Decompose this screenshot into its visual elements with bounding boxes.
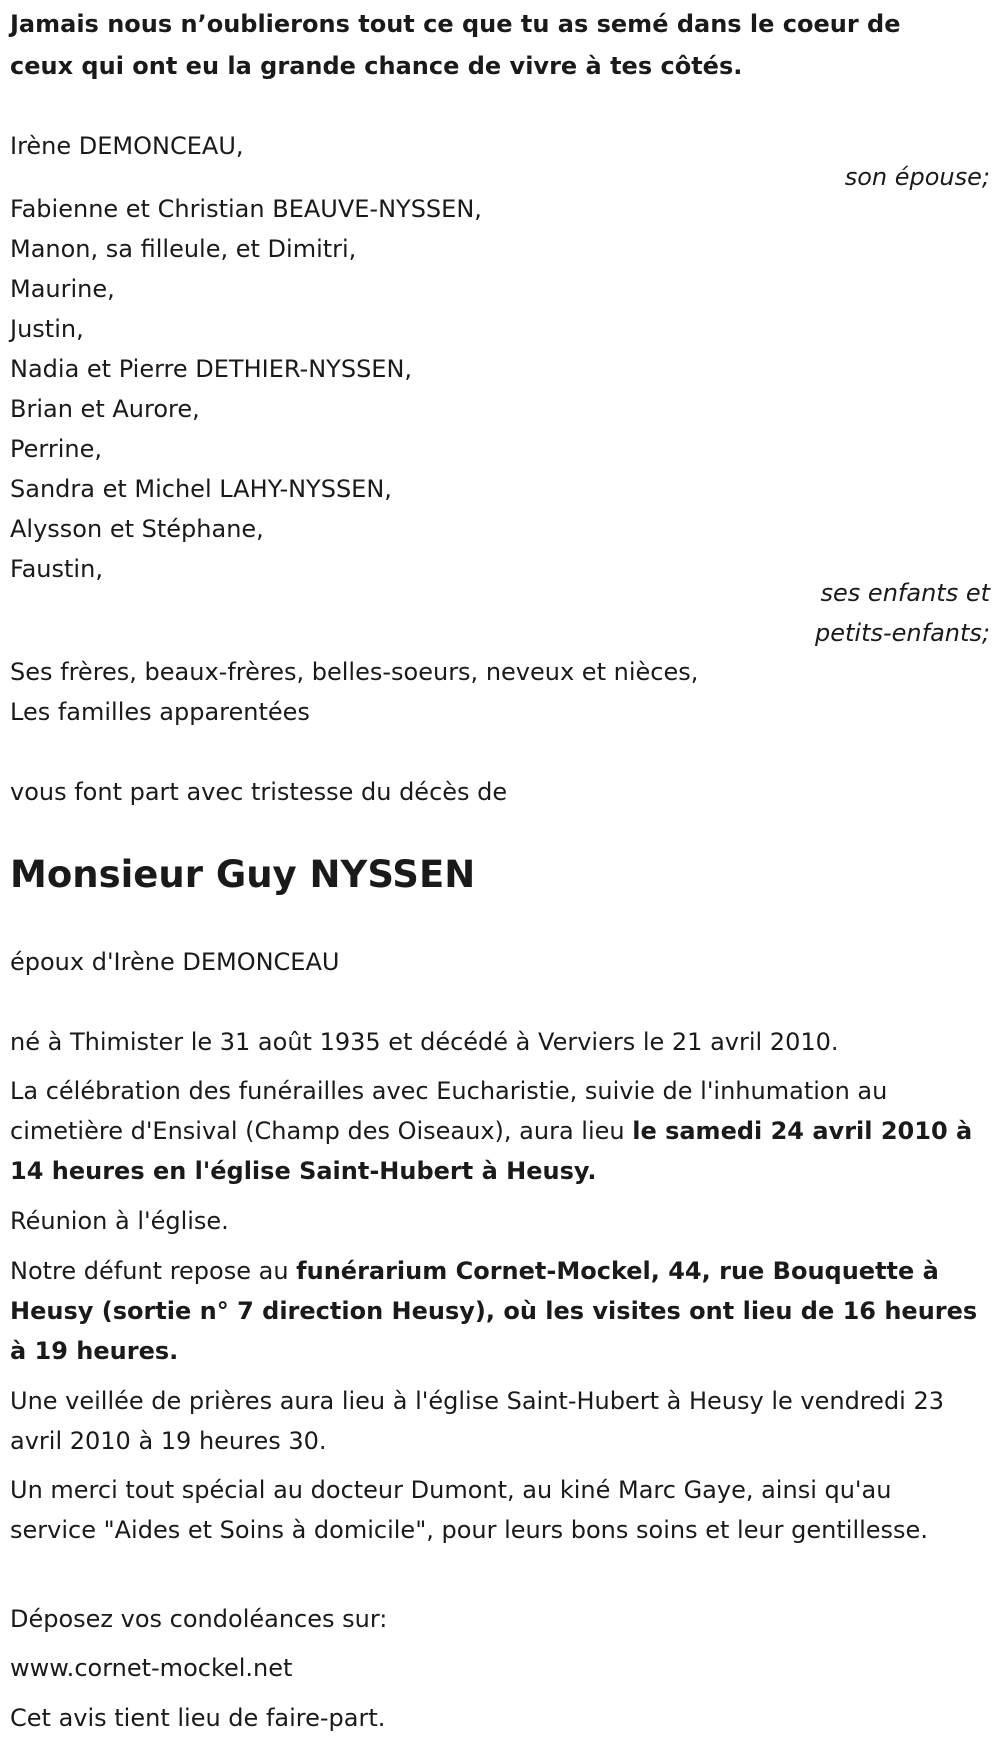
list-item: Alysson et Stéphane,	[10, 515, 264, 543]
funeral-home-details: funérarium Cornet-Mockel, 44, rue Bouquette à Heusy (sortie n° 7 direction Heusy), où les visites ont lieu de 16 heures à 19 heures.	[10, 1257, 978, 1365]
children-role-line1: ses enfants et	[820, 579, 990, 607]
website-link[interactable]: www.cornet-mockel.net	[10, 1654, 293, 1682]
notice-line: Cet avis tient lieu de faire-part.	[10, 1704, 386, 1732]
spouse-name: Irène DEMONCEAU,	[10, 132, 244, 160]
list-item: Justin,	[10, 315, 84, 343]
ceremony-text: La célébration des funérailles avec Eucharistie, suivie de l'inhumation au cimetière d'Ensival (Champ des Oiseaux), aura lieu	[10, 1077, 888, 1145]
list-item: Faustin,	[10, 555, 103, 583]
list-item: Nadia et Pierre DETHIER-NYSSEN,	[10, 355, 413, 383]
list-item: Brian et Aurore,	[10, 395, 200, 423]
deceased-name: Monsieur Guy NYSSEN	[10, 853, 476, 896]
ceremony-date-place: le samedi 24 avril 2010 à 14 heures en l'église Saint-Hubert à Heusy.	[10, 1117, 973, 1185]
list-item: Maurine,	[10, 275, 115, 303]
condolences-label: Déposez vos condoléances sur:	[10, 1605, 388, 1633]
spouse-role: son épouse;	[844, 163, 990, 191]
spouse-of: époux d'Irène DEMONCEAU	[10, 948, 340, 976]
meeting-note: Réunion à l'église.	[10, 1207, 229, 1235]
list-item: Sandra et Michel LAHY-NYSSEN,	[10, 475, 392, 503]
funeral-home-paragraph	[10, 1251, 985, 1371]
thanks-paragraph: Un merci tout spécial au docteur Dumont, au kiné Marc Gaye, ainsi qu'au service "Aides et Soins à domicile", pour leurs bons soins et leur gentillesse.	[10, 1476, 928, 1544]
relatives-line2: Les familles apparentées	[10, 698, 310, 726]
funeral-home-text: Notre défunt repose au	[10, 1257, 297, 1285]
list-item: Perrine,	[10, 435, 102, 463]
relatives-line1: Ses frères, beaux-frères, belles-soeurs, neveux et nièces,	[10, 658, 699, 686]
announcement: vous font part avec tristesse du décès de	[10, 778, 508, 806]
list-item: Fabienne et Christian BEAUVE-NYSSEN,	[10, 195, 482, 223]
birth-death: né à Thimister le 31 août 1935 et décédé à Verviers le 21 avril 2010.	[10, 1028, 839, 1056]
children-role-line2: petits-enfants;	[815, 619, 990, 647]
ceremony-paragraph	[10, 1071, 985, 1191]
epigraph-quote: Jamais nous n’oublierons tout ce que tu as semé dans le coeur de ceux qui ont eu la grande chance de vivre à tes côtés.	[10, 10, 901, 80]
vigil-paragraph: Une veillée de prières aura lieu à l'église Saint-Hubert à Heusy le vendredi 23 avril 2010 à 19 heures 30.	[10, 1387, 945, 1455]
list-item: Manon, sa filleule, et Dimitri,	[10, 235, 357, 263]
